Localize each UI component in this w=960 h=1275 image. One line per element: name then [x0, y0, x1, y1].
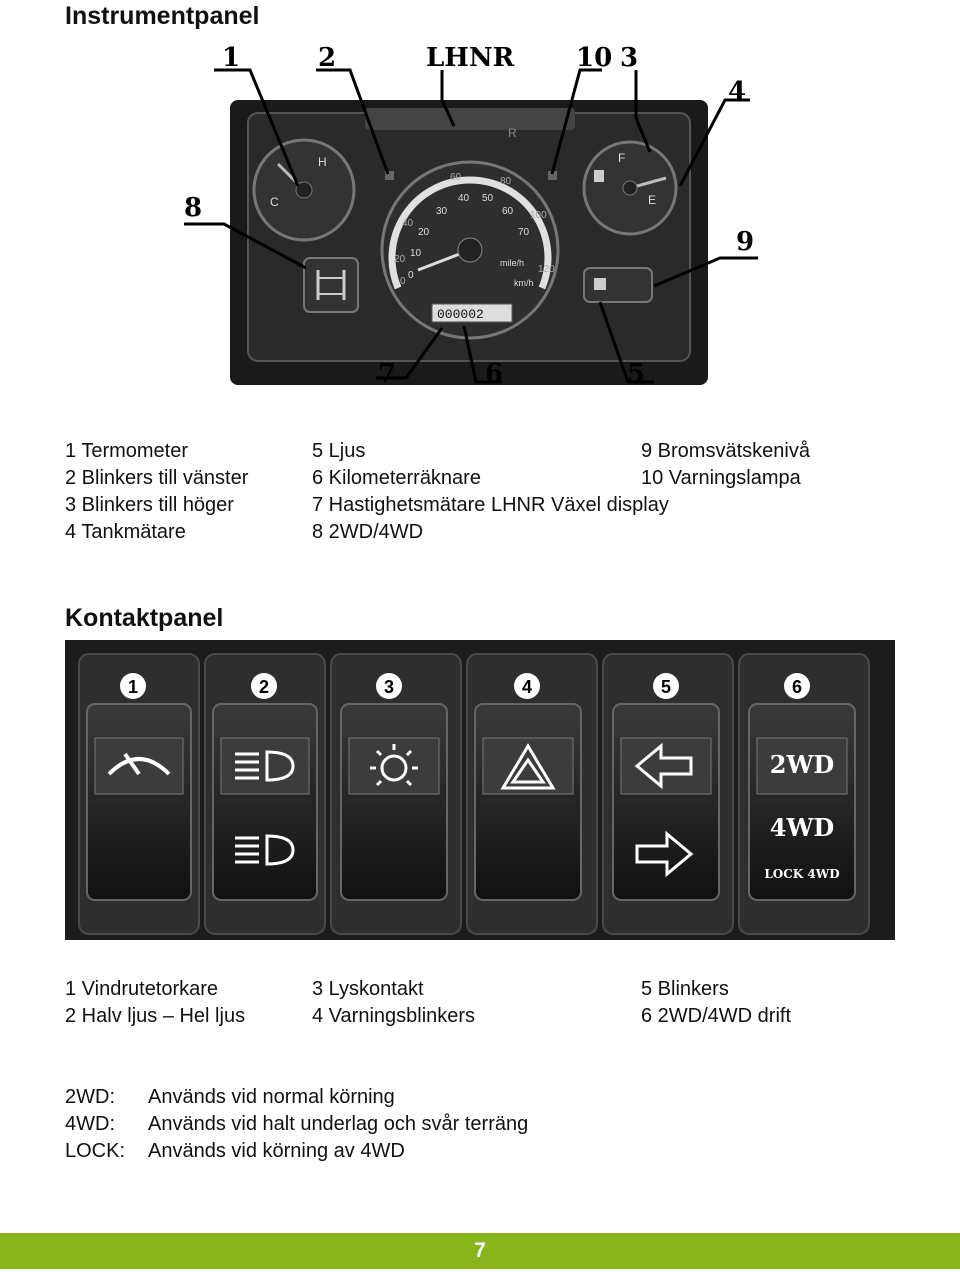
legend-item: 4 Varningsblinkers	[312, 1005, 476, 1027]
kmh-tick: 100	[530, 210, 547, 221]
legend-item: 2 Blinkers till vänster	[65, 467, 249, 489]
drive-mode-lamp	[304, 258, 358, 312]
mph-tick: 50	[482, 193, 494, 204]
callout-3: 3	[620, 43, 639, 73]
mode-row	[65, 1111, 528, 1138]
page-footer	[0, 1233, 960, 1269]
page-number: 7	[474, 1239, 486, 1262]
callout-9: 9	[736, 227, 755, 257]
svg-text:C: C	[270, 195, 279, 209]
mph-tick: 10	[410, 248, 422, 259]
svg-text:mile/h: mile/h	[500, 258, 525, 268]
instrumentpanel-heading: Instrumentpanel	[65, 2, 260, 30]
instrument-panel-photo	[180, 38, 780, 388]
kmh-tick: 120	[538, 264, 555, 275]
svg-text:km/h: km/h	[514, 278, 534, 288]
legend-item: 8 2WD/4WD	[312, 521, 424, 543]
callout-1: 1	[222, 43, 241, 73]
mph-tick: 70	[518, 227, 530, 238]
mode-key: LOCK:	[65, 1140, 126, 1162]
callout-7: 7	[378, 359, 397, 388]
switch-number-5: 5	[660, 677, 672, 697]
callout-lhnr: LHNR	[426, 43, 515, 73]
mode-key: 4WD:	[65, 1113, 115, 1135]
mph-tick: 40	[458, 193, 470, 204]
hazard-switch[interactable]	[475, 704, 581, 900]
switch-2wd-label: 2WD	[769, 750, 835, 779]
legend-item: 5 Ljus	[312, 440, 366, 462]
legend-item: 1 Vindrutetorkare	[65, 978, 219, 1000]
legend-item: 6 Kilometerräknare	[312, 467, 481, 489]
mode-text: Används vid normal körning	[148, 1086, 395, 1108]
switch-4wd-label: 4WD	[769, 813, 835, 842]
legend-item: 5 Blinkers	[641, 978, 729, 1000]
mode-row	[65, 1084, 528, 1111]
switch-number-6: 6	[791, 677, 803, 697]
callout-10: 10	[576, 43, 613, 73]
svg-text:F: F	[618, 151, 626, 165]
kmh-tick: 0	[400, 276, 406, 287]
svg-text:H: H	[318, 155, 327, 169]
mph-tick: 30	[436, 206, 448, 217]
mph-tick: 0	[408, 270, 414, 281]
switch-lock-label: LOCK 4WD	[764, 867, 840, 881]
light-switch[interactable]	[341, 704, 447, 900]
legend-item: 7 Hastighetsmätare LHNR Växel display	[312, 494, 669, 516]
mode-text: Används vid körning av 4WD	[148, 1140, 405, 1162]
drive-mode-legend	[65, 1084, 528, 1165]
mph-tick: 20	[418, 227, 430, 238]
kmh-tick: 60	[450, 172, 462, 183]
switch-number-1: 1	[127, 677, 139, 697]
kontaktpanel-heading: Kontaktpanel	[65, 604, 224, 632]
legend-item: 1 Termometer	[65, 440, 189, 462]
legend-item: 3 Blinkers till höger	[65, 494, 234, 516]
brake-fluid-lamp	[584, 268, 652, 302]
callout-4: 4	[728, 77, 747, 107]
legend-item: 4 Tankmätare	[65, 521, 186, 543]
switch-number-2: 2	[258, 677, 270, 697]
legend-item: 10 Varningslampa	[641, 467, 801, 489]
callout-2: 2	[318, 43, 337, 73]
callout-6: 6	[485, 359, 504, 388]
legend-item: 3 Lyskontakt	[312, 978, 424, 1000]
mph-tick: 60	[502, 206, 514, 217]
callout-5: 5	[627, 359, 646, 388]
kmh-tick: 20	[394, 254, 406, 265]
mode-key: 2WD:	[65, 1086, 115, 1108]
mode-text: Används vid halt underlag och svår terräng	[148, 1113, 529, 1135]
speedometer	[382, 162, 558, 338]
callout-8: 8	[184, 193, 203, 223]
odometer-readout: 000002	[437, 307, 484, 322]
temperature-gauge	[254, 140, 354, 240]
fuel-gauge	[584, 142, 676, 234]
legend-item: 9 Bromsvätskenivå	[641, 440, 810, 462]
kmh-tick: 40	[402, 218, 414, 229]
legend-item: 6 2WD/4WD drift	[641, 1005, 792, 1027]
switch-panel-photo	[65, 640, 895, 940]
svg-text:E: E	[648, 193, 657, 207]
gear-r-label: R	[508, 126, 517, 140]
switch-number-4: 4	[521, 677, 533, 697]
wiper-switch[interactable]	[87, 704, 191, 900]
kmh-tick: 80	[500, 176, 512, 187]
headlight-beam-switch[interactable]	[213, 704, 317, 900]
legend-item: 2 Halv ljus – Hel ljus	[65, 1005, 246, 1027]
switch-number-3: 3	[383, 677, 395, 697]
mode-row	[65, 1138, 528, 1165]
